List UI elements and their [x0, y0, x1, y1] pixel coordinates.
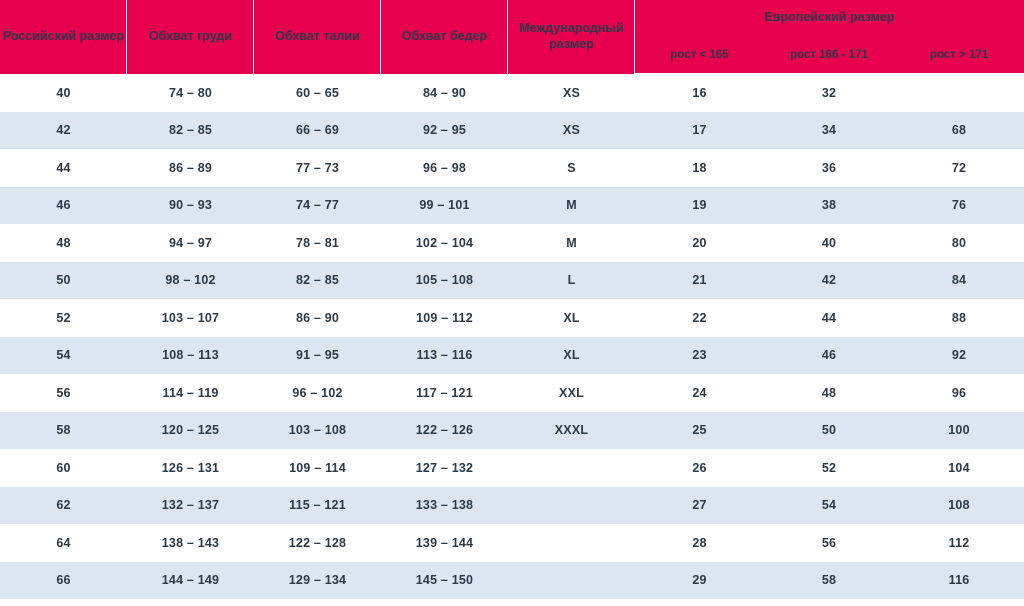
- cell-height-166-171: 54: [764, 487, 894, 525]
- column-header-russian-size: Российский размер: [0, 0, 127, 74]
- cell-international-size: [508, 524, 635, 562]
- cell-russian-size: 44: [0, 149, 127, 187]
- cell-hips: 122 – 126: [381, 412, 508, 450]
- column-header-height-under-165: рост < 165: [635, 36, 764, 74]
- cell-international-size: XS: [508, 112, 635, 150]
- cell-height-over-171: 76: [894, 187, 1024, 225]
- cell-hips: 117 – 121: [381, 374, 508, 412]
- table-body: [0, 74, 1024, 599]
- cell-russian-size: 56: [0, 374, 127, 412]
- cell-waist: 96 – 102: [254, 374, 381, 412]
- cell-height-under-165: 17: [635, 112, 764, 150]
- cell-height-under-165: 22: [635, 299, 764, 337]
- cell-chest: 82 – 85: [127, 112, 254, 150]
- cell-height-166-171: 46: [764, 337, 894, 375]
- cell-hips: 145 – 150: [381, 562, 508, 600]
- table-row: [0, 412, 1024, 450]
- cell-height-under-165: 20: [635, 224, 764, 262]
- cell-chest: 74 – 80: [127, 74, 254, 112]
- cell-waist: 82 – 85: [254, 262, 381, 300]
- cell-hips: 139 – 144: [381, 524, 508, 562]
- cell-waist: 86 – 90: [254, 299, 381, 337]
- cell-chest: 114 – 119: [127, 374, 254, 412]
- cell-height-over-171: 80: [894, 224, 1024, 262]
- cell-height-under-165: 19: [635, 187, 764, 225]
- cell-international-size: [508, 449, 635, 487]
- cell-hips: 127 – 132: [381, 449, 508, 487]
- cell-russian-size: 50: [0, 262, 127, 300]
- cell-waist: 74 – 77: [254, 187, 381, 225]
- cell-international-size: M: [508, 224, 635, 262]
- cell-chest: 108 – 113: [127, 337, 254, 375]
- cell-hips: 99 – 101: [381, 187, 508, 225]
- table-row: [0, 224, 1024, 262]
- table-row: [0, 487, 1024, 525]
- cell-waist: 78 – 81: [254, 224, 381, 262]
- cell-height-under-165: 27: [635, 487, 764, 525]
- cell-height-under-165: 28: [635, 524, 764, 562]
- cell-hips: 113 – 116: [381, 337, 508, 375]
- cell-height-under-165: 29: [635, 562, 764, 600]
- cell-russian-size: 48: [0, 224, 127, 262]
- header-row-primary: [0, 0, 1024, 36]
- cell-height-over-171: [894, 74, 1024, 112]
- cell-height-under-165: 24: [635, 374, 764, 412]
- cell-height-under-165: 25: [635, 412, 764, 450]
- cell-hips: 109 – 112: [381, 299, 508, 337]
- cell-height-under-165: 18: [635, 149, 764, 187]
- column-header-chest: Обхват груди: [127, 0, 254, 74]
- table-row: [0, 149, 1024, 187]
- cell-russian-size: 46: [0, 187, 127, 225]
- cell-height-over-171: 72: [894, 149, 1024, 187]
- cell-waist: 66 – 69: [254, 112, 381, 150]
- cell-chest: 126 – 131: [127, 449, 254, 487]
- cell-russian-size: 54: [0, 337, 127, 375]
- cell-russian-size: 52: [0, 299, 127, 337]
- cell-chest: 98 – 102: [127, 262, 254, 300]
- cell-height-166-171: 42: [764, 262, 894, 300]
- cell-chest: 90 – 93: [127, 187, 254, 225]
- cell-height-166-171: 56: [764, 524, 894, 562]
- cell-height-166-171: 48: [764, 374, 894, 412]
- column-header-waist: Обхват талии: [254, 0, 381, 74]
- cell-height-over-171: 92: [894, 337, 1024, 375]
- cell-height-166-171: 50: [764, 412, 894, 450]
- cell-international-size: XS: [508, 74, 635, 112]
- cell-height-166-171: 38: [764, 187, 894, 225]
- cell-waist: 103 – 108: [254, 412, 381, 450]
- cell-height-over-171: 96: [894, 374, 1024, 412]
- cell-russian-size: 58: [0, 412, 127, 450]
- cell-waist: 91 – 95: [254, 337, 381, 375]
- table-row: [0, 262, 1024, 300]
- cell-hips: 133 – 138: [381, 487, 508, 525]
- cell-russian-size: 64: [0, 524, 127, 562]
- cell-height-under-165: 21: [635, 262, 764, 300]
- table-row: [0, 74, 1024, 112]
- cell-chest: 86 – 89: [127, 149, 254, 187]
- cell-hips: 92 – 95: [381, 112, 508, 150]
- cell-international-size: M: [508, 187, 635, 225]
- cell-waist: 122 – 128: [254, 524, 381, 562]
- table-row: [0, 187, 1024, 225]
- cell-height-over-171: 108: [894, 487, 1024, 525]
- cell-waist: 60 – 65: [254, 74, 381, 112]
- cell-hips: 84 – 90: [381, 74, 508, 112]
- cell-height-166-171: 32: [764, 74, 894, 112]
- column-header-hips: Обхват бедер: [381, 0, 508, 74]
- cell-hips: 105 – 108: [381, 262, 508, 300]
- cell-hips: 102 – 104: [381, 224, 508, 262]
- cell-russian-size: 66: [0, 562, 127, 600]
- cell-international-size: XL: [508, 337, 635, 375]
- cell-chest: 103 – 107: [127, 299, 254, 337]
- cell-international-size: S: [508, 149, 635, 187]
- cell-international-size: XXL: [508, 374, 635, 412]
- cell-height-over-171: 112: [894, 524, 1024, 562]
- table-row: [0, 449, 1024, 487]
- cell-height-over-171: 116: [894, 562, 1024, 600]
- cell-international-size: XL: [508, 299, 635, 337]
- cell-waist: 109 – 114: [254, 449, 381, 487]
- cell-russian-size: 40: [0, 74, 127, 112]
- column-header-height-166-171: рост 166 - 171: [764, 36, 894, 74]
- column-header-international-size: Международный размер: [508, 0, 635, 74]
- table-row: [0, 524, 1024, 562]
- cell-chest: 138 – 143: [127, 524, 254, 562]
- cell-international-size: [508, 562, 635, 600]
- cell-chest: 94 – 97: [127, 224, 254, 262]
- table-row: [0, 374, 1024, 412]
- cell-height-166-171: 44: [764, 299, 894, 337]
- cell-height-166-171: 40: [764, 224, 894, 262]
- cell-waist: 129 – 134: [254, 562, 381, 600]
- cell-height-under-165: 16: [635, 74, 764, 112]
- table-row: [0, 299, 1024, 337]
- column-group-header-european-size: Европейский размер: [635, 0, 1024, 36]
- cell-height-over-171: 68: [894, 112, 1024, 150]
- cell-chest: 144 – 149: [127, 562, 254, 600]
- cell-height-over-171: 104: [894, 449, 1024, 487]
- cell-height-under-165: 26: [635, 449, 764, 487]
- cell-chest: 120 – 125: [127, 412, 254, 450]
- cell-international-size: XXXL: [508, 412, 635, 450]
- cell-international-size: L: [508, 262, 635, 300]
- cell-height-over-171: 88: [894, 299, 1024, 337]
- cell-russian-size: 60: [0, 449, 127, 487]
- cell-waist: 115 – 121: [254, 487, 381, 525]
- cell-russian-size: 42: [0, 112, 127, 150]
- cell-height-under-165: 23: [635, 337, 764, 375]
- cell-height-166-171: 58: [764, 562, 894, 600]
- cell-height-166-171: 34: [764, 112, 894, 150]
- cell-height-over-171: 100: [894, 412, 1024, 450]
- table-row: [0, 337, 1024, 375]
- cell-chest: 132 – 137: [127, 487, 254, 525]
- table-row: [0, 562, 1024, 600]
- table-row: [0, 112, 1024, 150]
- cell-hips: 96 – 98: [381, 149, 508, 187]
- cell-waist: 77 – 73: [254, 149, 381, 187]
- column-header-height-over-171: рост > 171: [894, 36, 1024, 74]
- table-header: [0, 0, 1024, 74]
- cell-russian-size: 62: [0, 487, 127, 525]
- cell-height-166-171: 52: [764, 449, 894, 487]
- cell-international-size: [508, 487, 635, 525]
- cell-height-166-171: 36: [764, 149, 894, 187]
- cell-height-over-171: 84: [894, 262, 1024, 300]
